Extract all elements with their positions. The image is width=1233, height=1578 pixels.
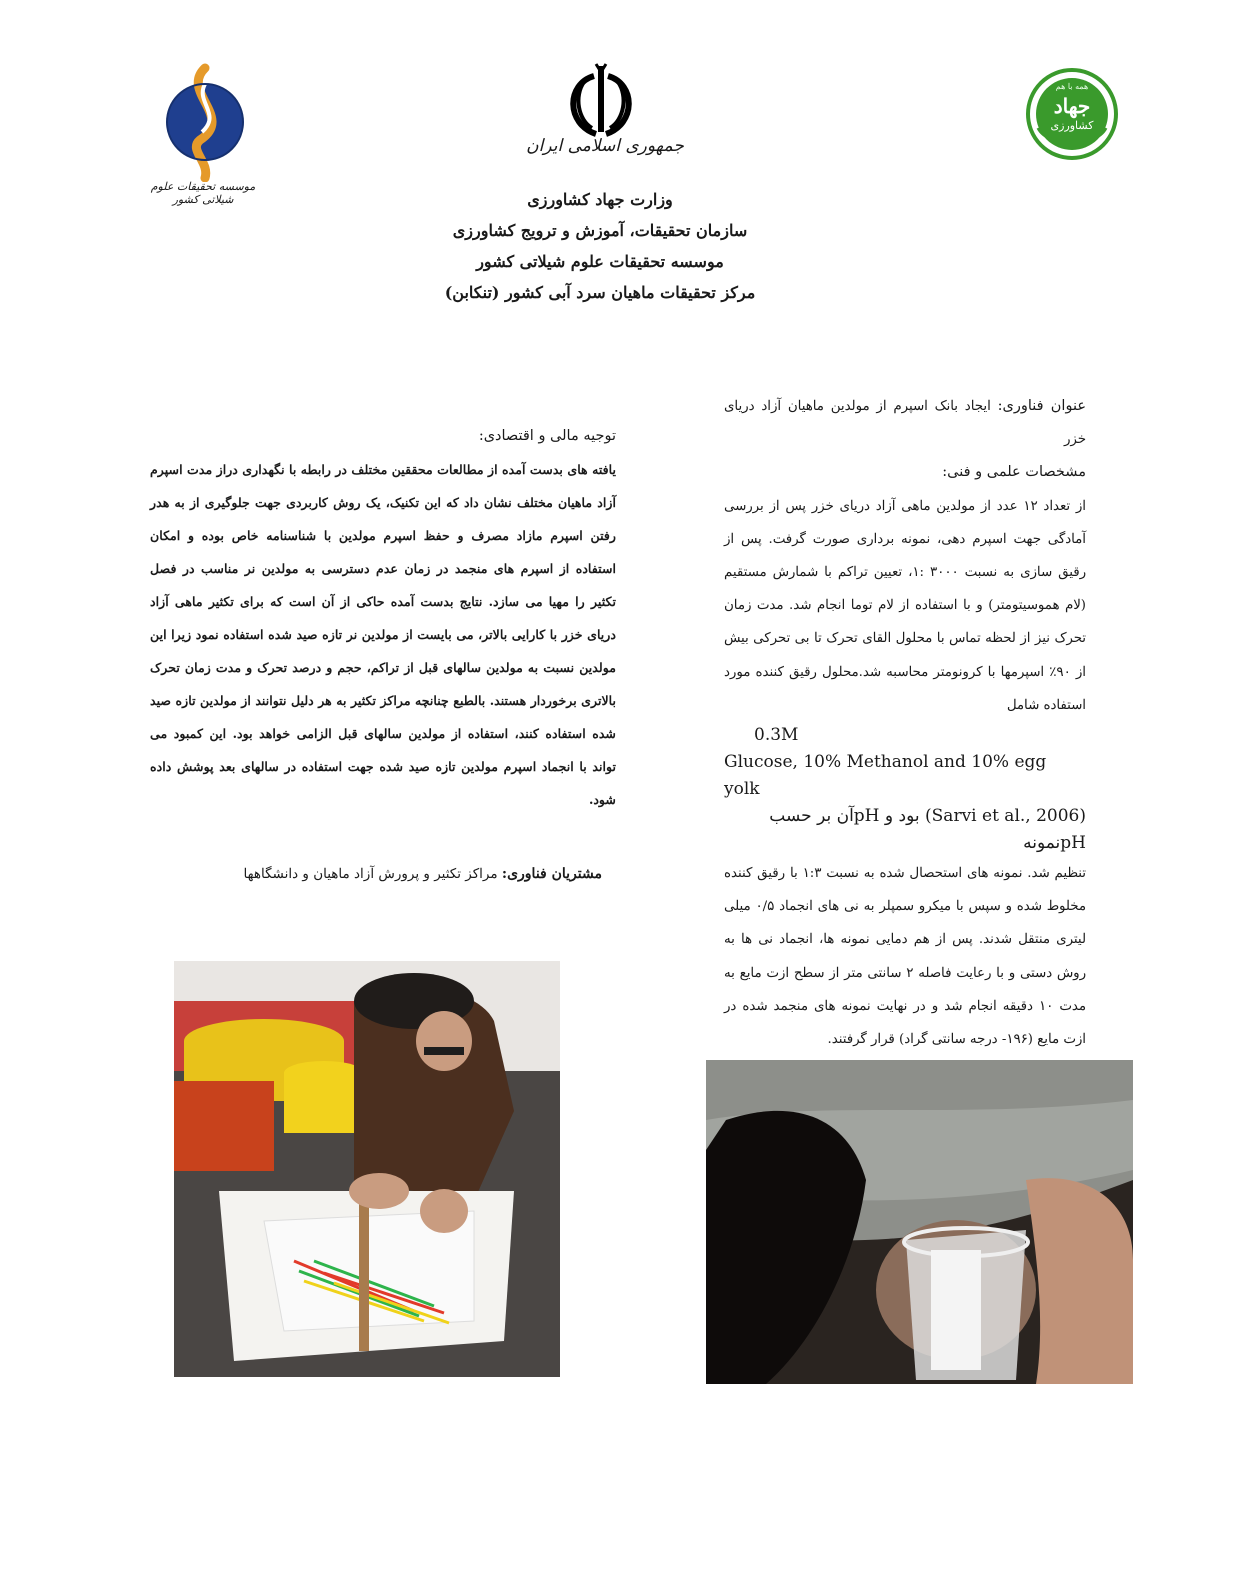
- technology-title-label: عنوان فناوری:: [997, 398, 1086, 414]
- right-logo-top-text: همه با هم: [1055, 82, 1089, 91]
- specs-ltr-reference: (Sarvi et al., 2006) بود و pHآن بر حسب pHنمونه: [769, 806, 1086, 854]
- photo-researcher-with-straws: [174, 961, 560, 1377]
- specs-ltr-molarity: 0.3M: [754, 725, 799, 746]
- specs-ltr-solution: Glucose, 10% Methanol and 10% egg yolk: [724, 752, 1047, 800]
- technology-title: [724, 390, 1086, 456]
- center-name: مرکز تحقیقات ماهیان سرد آبی کشور (تنکابن): [444, 283, 756, 302]
- left-logo-caption: موسسه تحقیقات علوم شیلاتی کشور: [150, 180, 256, 206]
- specs-label: مشخصات علمی و فنی:: [942, 464, 1086, 481]
- photo-sperm-collection: [706, 1060, 1133, 1384]
- ministry-name: وزارت جهاد کشاورزی: [527, 190, 673, 209]
- right-logo-main-text: جهاد: [1053, 94, 1091, 118]
- justification-paragraph: یافته های بدست آمده از مطالعات محققین مختلف در رابطه با نگهداری دراز مدت اسپرم آزاد ماهیان مختلف نشان داد که این تکنیک، یک روش کاربردی جهت جلوگیری از به هدر رفتن اسپرم مازاد مصرف و حفظ اسپرم مولدین با شناسنامه خاص بوده و امکان استفاده از اسپرم های منجمد در زمان عدم دسترسی به مولدین نر مناسب در فصل تکثیر را مهیا می سازد. نتایج بدست آمده حاکی از آن است که برای تکثیر ماهی آزاد دریای خزر با کارایی بالاتر، می بایست از مولدین نر تازه صید شده استفاده نمود زیرا این مولدین نسبت به مولدین سالهای قبل از تراکم، حجم و درصد تحرک و مدت زمان تحرک بالاتری برخوردار هستند. بالطبع چنانچه مراکز تکثیر به هر دلیل نتوانند از مولدین تازه صید شده استفاده کنند، استفاده از مولدین سالهای قبل الزامی خواهد بود. این کمبود می تواند با انجماد اسپرم مولدین تازه صید شده جهت استفاده در سالهای بعد پوشش داده شود.: [150, 462, 616, 808]
- specs-paragraph-2: تنظیم شد. نمونه های استحصال شده به نسبت ۱:۳ با رقیق کننده مخلوط شده و سپس با میکرو سمپلر به نی های انجماد ۰/۵ میلی لیتری منتقل شدند. پس از هم دمایی نمونه ها، انجماد نی ها به روش دستی و با رعایت فاصله ۲ سانتی متر از سطح ازت مایع به مدت ۱۰ دقیقه انجام شد و در نهایت نمونه های منجمد شده در ازت مایع (۱۹۶- درجه سانتی گراد) قرار گرفتند.: [724, 866, 1086, 1048]
- technology-specs-column: [724, 390, 1086, 1056]
- specs-paragraph-1: از تعداد ۱۲ عدد از مولدین ماهی آزاد دریای خزر پس از بررسی آمادگی جهت اسپرم دهی، نمونه برداری صورت گرفت. پس از رقیق سازی به نسبت ۳۰۰۰ :۱، تعیین تراکم با شمارش مستقیم (لام هموسیتومتر) و با استفاده از لام توما انجام شد. مدت زمان تحرک نیز از لحظه تماس با محلول القای تحرک تا بی تحرکی بیش از ۹۰٪ اسپرمها با کرونومتر محاسبه شد.محلول رقیق کننده مورد استفاده شامل: [724, 498, 1087, 713]
- clients-label: مشتریان فناوری:: [501, 866, 602, 882]
- clients-text: مراکز تکثیر و پرورش آزاد ماهیان و دانشگاهها: [243, 866, 498, 882]
- technology-clients: [200, 866, 602, 882]
- organization-name: سازمان تحقیقات، آموزش و ترویج کشاورزی: [452, 221, 748, 240]
- jahad-keshavarzi-logo: [1024, 66, 1120, 162]
- institute-name: موسسه تحقیقات علوم شیلاتی کشور: [476, 252, 724, 271]
- right-logo-bottom-text: کشاورزی: [1050, 119, 1094, 132]
- justification-label: توجیه مالی و اقتصادی:: [478, 428, 616, 444]
- justification-column: [150, 420, 616, 816]
- technology-title-text: ایجاد بانک اسپرم از مولدین ماهیان آزاد دریای خزر: [724, 399, 1086, 448]
- center-logo-caption: جمهوری اسلامی ایران: [526, 136, 684, 156]
- header-titles: [380, 184, 820, 308]
